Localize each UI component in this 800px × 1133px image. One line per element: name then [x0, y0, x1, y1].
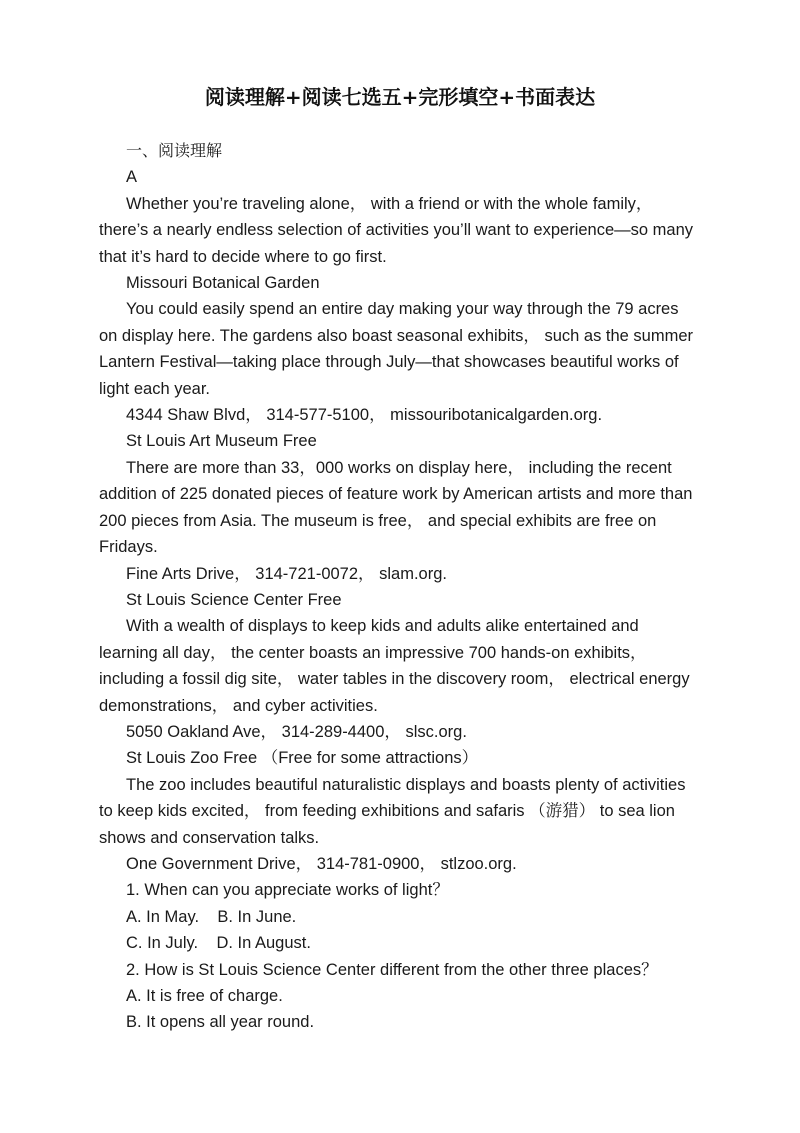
document-title: 阅读理解+阅读七选五+完形填空+书面表达	[204, 85, 596, 109]
place-name: Missouri Botanical Garden	[126, 274, 320, 293]
place-name: St Louis Zoo Free （Free for some attractions）	[126, 749, 479, 768]
passage-label: A	[126, 168, 138, 187]
place-contact: 5050 Oakland Ave， 314-289-4400， slsc.org.	[126, 722, 467, 741]
place-name: St Louis Art Museum Free	[126, 432, 317, 451]
place-description: There are more than 33，000 works on display here， including the recent addition of 225 donated pieces of feature work by American artists and more than 200 pieces from Asia. The museum is free， and special exhibits are free on Fridays.	[99, 458, 693, 557]
question-option: A. It is free of charge.	[126, 987, 283, 1005]
section-heading: 一、阅读理解	[126, 141, 223, 160]
question-option: B. It opens all year round.	[126, 1013, 315, 1032]
question-options: C. In July. D. In August.	[126, 934, 311, 953]
question-options: A. In May. B. In June.	[126, 907, 297, 926]
place-description: With a wealth of displays to keep kids and adults alike entertained and learning all day， the center boasts an impressive 700 hands-on exhibits，including a fossil dig site， water tables in the discovery room， electrical energy demonstrations， and cyber activities.	[99, 617, 690, 715]
passage-intro: Whether you’re traveling alone， with a friend or with the whole family，there’s a nearly endless selection of activities you’ll want to experience—so many that it’s hard to decide where to go first.	[99, 194, 693, 266]
place-contact: Fine Arts Drive， 314-721-0072， slam.org.	[126, 564, 447, 583]
place-name: St Louis Science Center Free	[126, 590, 342, 609]
question-stem: 1. When can you appreciate works of light？	[126, 881, 449, 900]
place-description: The zoo includes beautiful naturalistic displays and boasts plenty of activities to keep kids excited， from feeding exhibitions and safaris （游猎） to sea lion shows and conservation talks.	[99, 775, 686, 847]
place-description: You could easily spend an entire day making your way through the 79 acres on display here. The gardens also boast seasonal exhibits， such as the summer Lantern Festival—taking place through July—that showcases beautiful works of light each year.	[99, 300, 694, 398]
place-contact: One Government Drive， 314-781-0900， stlzoo.org.	[126, 854, 517, 873]
place-contact: 4344 Shaw Blvd， 314-577-5100， missouribotanicalgarden.org.	[126, 406, 603, 425]
document-body	[99, 138, 699, 1036]
question-stem: 2. How is St Louis Science Center different from the other three places？	[126, 960, 658, 979]
